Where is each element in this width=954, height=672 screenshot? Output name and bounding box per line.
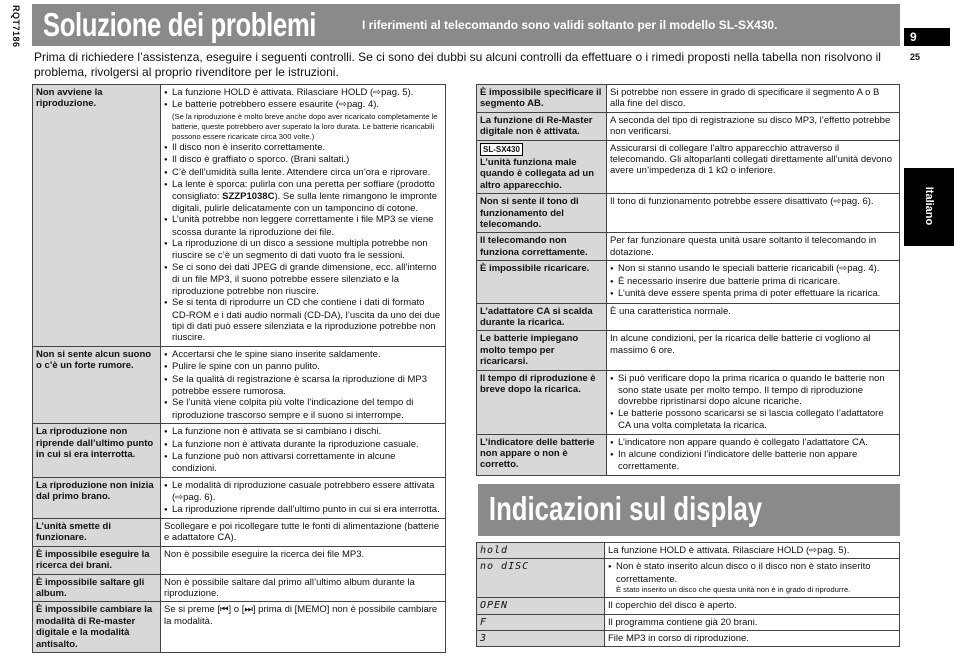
problem-text: L’unità smette di funzionare. <box>36 521 111 544</box>
remedy-bullet: ● Se l’unità viene colpita più volte l’indicazione del tempo di riproduzione trascorso sempre e il suono si interrompe. <box>164 397 442 421</box>
table-row <box>477 631 900 647</box>
table-row <box>477 543 900 559</box>
remedy-cell <box>607 112 900 140</box>
remedy-cell <box>605 543 900 559</box>
table-row <box>33 424 446 478</box>
page-subtitle: I riferimenti al telecomando sono validi soltanto per il modello SL-SX430. <box>362 18 778 32</box>
model-tag: SL-SX430 <box>480 143 523 156</box>
remedy-cell <box>161 574 446 602</box>
problem-text: La riproduzione non riprende dall’ultimo punto in cui si era interrotta. <box>36 426 154 460</box>
display-code-text: no dISC <box>480 561 530 573</box>
remedy-bullet: ● Il disco non è inserito correttamente. <box>164 142 442 154</box>
remedy-cell <box>605 559 900 598</box>
product-code: SZZP1038C <box>222 191 275 203</box>
remedy-bullet: ● La funzione HOLD è attivata. Rilasciare HOLD (⇨pag. 5). <box>164 87 442 99</box>
document-code: RQT7186 <box>11 5 21 48</box>
remedy-note: È stato inserito un disco che questa unità non è in grado di riprodurre. <box>616 585 851 595</box>
display-code-text: OPEN <box>480 600 509 612</box>
table-row <box>477 370 900 434</box>
problem-text: La funzione di Re-Master digitale non è attivata. <box>480 114 593 138</box>
remedy-bullet: ● Se la qualità di registrazione è scarsa la riproduzione di MP3 potrebbe essere rumorosa. <box>164 374 442 398</box>
remedy-cell <box>161 346 446 423</box>
display-code <box>477 614 605 630</box>
display-section-header <box>478 484 900 536</box>
remedy-bullet: ● La riproduzione di un disco a sessione multipla potrebbe non riuscire se c’è un segmento di dati vuoto fra le sessioni. <box>164 238 442 262</box>
remedy-text: Il coperchio del disco è aperto. <box>608 600 737 612</box>
table-row <box>33 346 446 423</box>
problem-cell <box>477 112 607 140</box>
table-row <box>477 303 900 331</box>
table-row <box>33 574 446 602</box>
remedy-cell <box>161 602 446 653</box>
display-code <box>477 559 605 598</box>
display-code-text: 3 <box>480 633 488 645</box>
problem-cell <box>33 546 161 574</box>
remedy-cell <box>607 434 900 475</box>
problem-text: Non si sente il tono di funzionamento del telecomando. <box>480 196 579 231</box>
display-code <box>477 598 605 614</box>
problem-cell <box>33 424 161 478</box>
table-row <box>33 477 446 518</box>
remedy-bullet: ● La lente è sporca: pulirla con una peretta per soffiare (prodotto consigliato: SZZP1038C). Se sulla lente rimangono le impronte digitali, pulirle delicatamente con un tamponcino di cotone. <box>164 179 442 214</box>
remedy-bullet: ● Accertarsi che le spine siano inserite saldamente. <box>164 349 442 361</box>
page-number: 9 <box>904 28 950 46</box>
remedy-text: Non è possibile saltare dal primo all’ultimo album durante la riproduzione. <box>164 576 415 600</box>
remedy-bullet: ● La riproduzione riprende dall’ultimo punto in cui si era interrotta. <box>164 504 442 516</box>
remedy-cell <box>607 140 900 194</box>
remedy-bullet: ● L’unità deve essere spenta prima di poter effettuare la ricarica. <box>610 288 896 300</box>
remedy-text: File MP3 in corso di riproduzione. <box>608 633 749 645</box>
remedy-cell <box>607 194 900 233</box>
remedy-cell <box>607 370 900 434</box>
table-row <box>477 331 900 370</box>
problem-cell <box>33 519 161 547</box>
remedy-text: È una caratteristica normale. <box>610 305 731 317</box>
remedy-cell <box>607 303 900 331</box>
table-row <box>33 85 446 347</box>
remedy-cell <box>161 85 446 347</box>
problem-text: Non avviene la riproduzione. <box>36 87 103 110</box>
problem-cell <box>33 346 161 423</box>
problem-cell <box>33 85 161 347</box>
remedy-cell <box>161 546 446 574</box>
table-row <box>477 194 900 233</box>
remedy-bullet: ● Si può verificare dopo la prima ricarica o quando le batterie non sono state usate per molto tempo. Il tempo di riproduzione dovrebbe ripristinarsi dopo alcune ricariche. <box>610 373 896 408</box>
table-row <box>477 598 900 614</box>
table-row <box>477 85 900 113</box>
table-row <box>477 559 900 598</box>
problem-cell <box>477 233 607 261</box>
troubleshooting-table-left <box>32 84 446 653</box>
problem-cell <box>477 370 607 434</box>
problem-text: Il telecomando non funziona correttamente. <box>480 235 588 258</box>
remedy-text: La funzione HOLD è attivata. Rilasciare HOLD (⇨pag. 5). <box>608 545 850 556</box>
problem-cell <box>477 434 607 475</box>
remedy-text: Assicurarsi di collegare l’altro apparecchio attraverso il telecomando. Gli altoparlanti collegati direttamente all’unità devono avere un’impedenza di 1 kΩ o inferiore. <box>610 142 893 177</box>
problem-cell <box>477 303 607 331</box>
problem-text: La riproduzione non inizia dal primo brano. <box>36 479 154 503</box>
remedy-bullet: ● La funzione non è attivata durante la riproduzione casuale. <box>164 439 442 451</box>
problem-text: L’unità funziona male quando è collegata ad un altro apparecchio. <box>480 157 595 191</box>
remedy-bullet: ● Il disco è graffiato o sporco. (Brani saltati.) <box>164 154 442 166</box>
troubleshooting-table-right <box>476 84 900 476</box>
problem-cell <box>477 194 607 233</box>
problem-text: Il tempo di riproduzione è breve dopo la ricarica. <box>480 372 596 395</box>
problem-cell <box>477 140 607 194</box>
remedy-bullet: ● Le modalità di riproduzione casuale potrebbero essere attivata (⇨pag. 6). <box>164 480 442 504</box>
remedy-bullet: ● L’unità potrebbe non leggere correttamente i file MP3 se viene scossa durante la riproduzione dei file. <box>164 214 442 238</box>
problem-text: È impossibile eseguire la ricerca dei brani. <box>36 548 150 572</box>
display-indications-table <box>476 542 900 647</box>
remedy-cell <box>605 631 900 647</box>
table-row <box>33 602 446 653</box>
problem-text: È impossibile cambiare la modalità di Re-master digitale e la modalità antisalto. <box>36 604 153 650</box>
intro-paragraph: Prima di richiedere l’assistenza, eseguire i seguenti controlli. Se ci sono dei dubbi su alcuni controlli da effettuare o i rimedi proposti nella tabella non risolvono il problema, rivolgersi al proprio rivenditore per le istruzioni. <box>34 50 881 79</box>
remedy-bullet: ● C’è dell’umidità sulla lente. Attendere circa un’ora e riprovare. <box>164 167 442 179</box>
remedy-text: Se si preme [⏮] o [⏭] prima di [MEMO] non è possibile cambiare la modalità. <box>164 604 438 627</box>
remedy-bullet: ● Pulire le spine con un panno pulito. <box>164 361 442 373</box>
problem-cell <box>33 602 161 653</box>
remedy-text: Si potrebbe non essere in grado di specificare il segmento A o B alla fine del disco. <box>610 87 880 110</box>
remedy-text: A seconda del tipo di registrazione su disco MP3, l’effetto potrebbe non verificarsi. <box>610 114 891 138</box>
remedy-cell <box>607 85 900 113</box>
remedy-bullet: ● La funzione può non attivarsi correttamente in alcune condizioni. <box>164 451 442 475</box>
problem-text: Non si sente alcun suono o c’è un forte rumore. <box>36 348 152 372</box>
table-row <box>477 434 900 475</box>
language-tab: Italiano <box>904 168 954 246</box>
remedy-bullet: ● È necessario inserire due batterie prima di ricaricare. <box>610 276 896 288</box>
remedy-text: In alcune condizioni, per la ricarica delle batterie ci vogliono al massimo 6 ore. <box>610 333 871 356</box>
display-section-title: Indicazioni sul display <box>488 490 763 527</box>
remedy-cell <box>161 519 446 547</box>
remedy-cell <box>161 424 446 478</box>
table-row <box>477 233 900 261</box>
page-sub-number: 25 <box>910 52 921 62</box>
remedy-bullet: ● In alcune condizioni l’indicatore delle batterie non appare correttamente. <box>610 449 896 473</box>
remedy-text: Per far funzionare questa unità usare soltanto il telecomando in dotazione. <box>610 235 877 258</box>
remedy-cell <box>605 614 900 630</box>
remedy-bullet: ● L’indicatore non appare quando è collegato l’adattatore CA. <box>610 437 896 449</box>
problem-cell <box>477 261 607 303</box>
table-row <box>477 140 900 194</box>
remedy-bullet: ● Se ci sono dei dati JPEG di grande dimensione, ecc. all’interno di un file MP3, il suono potrebbe essere silenziato e la riproduzione potrebbe non riuscire. <box>164 262 442 297</box>
remedy-cell <box>607 261 900 303</box>
remedy-cell <box>607 331 900 370</box>
remedy-bullet: ● Non è stato inserito alcun disco o il disco non è stato inserito correttamente. <box>608 561 896 585</box>
remedy-bullet: ● Le batterie possono scaricarsi se si lascia collegato l’adattatore CA una volta completata la ricarica. <box>610 408 896 432</box>
problem-text: È impossibile ricaricare. <box>480 263 590 275</box>
display-code <box>477 631 605 647</box>
problem-cell <box>33 477 161 518</box>
display-code-text: F <box>480 616 488 628</box>
remedy-cell <box>161 477 446 518</box>
problem-text: Le batterie impiegano molto tempo per ricaricarsi. <box>480 333 579 368</box>
remedy-bullet: ● La funzione non è attivata se si cambiano i dischi. <box>164 426 442 438</box>
page-title: Soluzione dei problemi <box>42 6 317 43</box>
remedy-text: Non è possibile eseguire la ricerca dei file MP3. <box>164 548 365 560</box>
problem-cell <box>477 85 607 113</box>
problem-text: È impossibile specificare il segmento AB. <box>480 87 602 110</box>
display-code-text: hold <box>480 545 509 556</box>
table-row <box>477 112 900 140</box>
table-row <box>33 519 446 547</box>
table-row <box>477 261 900 303</box>
remedy-cell <box>607 233 900 261</box>
remedy-bullet: ● Non si stanno usando le speciali batterie ricaricabili (⇨pag. 4). <box>610 263 896 275</box>
remedy-text: Il tono di funzionamento potrebbe essere disattivato (⇨pag. 6). <box>610 196 874 208</box>
remedy-bullet: ● Se si tenta di riprodurre un CD che contiene i dati di formato CD-ROM e i dati audio normali (CD-DA), l’uscita da uno dei due tipi di dati può essere silenziata e la riproduzione potrebbe non riuscire. <box>164 297 442 344</box>
table-row <box>33 546 446 574</box>
title-bar <box>32 4 900 46</box>
table-row <box>477 614 900 630</box>
remedy-bullet: ● Le batterie potrebbero essere esaurite (⇨pag. 4). <box>164 99 442 111</box>
display-code <box>477 543 605 559</box>
problem-text: L’indicatore delle batterie non appare o non è corretto. <box>480 436 595 471</box>
problem-cell <box>33 574 161 602</box>
remedy-note: (Se la riproduzione è molto breve anche dopo aver ricaricato completamente le batterie, queste potrebbero aver superato la loro durata. Le batterie ricaricabili possono essere ricaricate circa 300 volte.) <box>172 111 438 141</box>
problem-cell <box>477 331 607 370</box>
remedy-text: Il programma contiene già 20 brani. <box>608 616 758 628</box>
remedy-text: Scollegare e poi ricollegare tutte le fonti di alimentazione (batterie e adattatore CA). <box>164 521 440 544</box>
problem-text: L’adattatore CA si scalda durante la ricarica. <box>480 305 593 328</box>
remedy-cell <box>605 598 900 614</box>
problem-text: È impossibile saltare gli album. <box>36 576 145 600</box>
